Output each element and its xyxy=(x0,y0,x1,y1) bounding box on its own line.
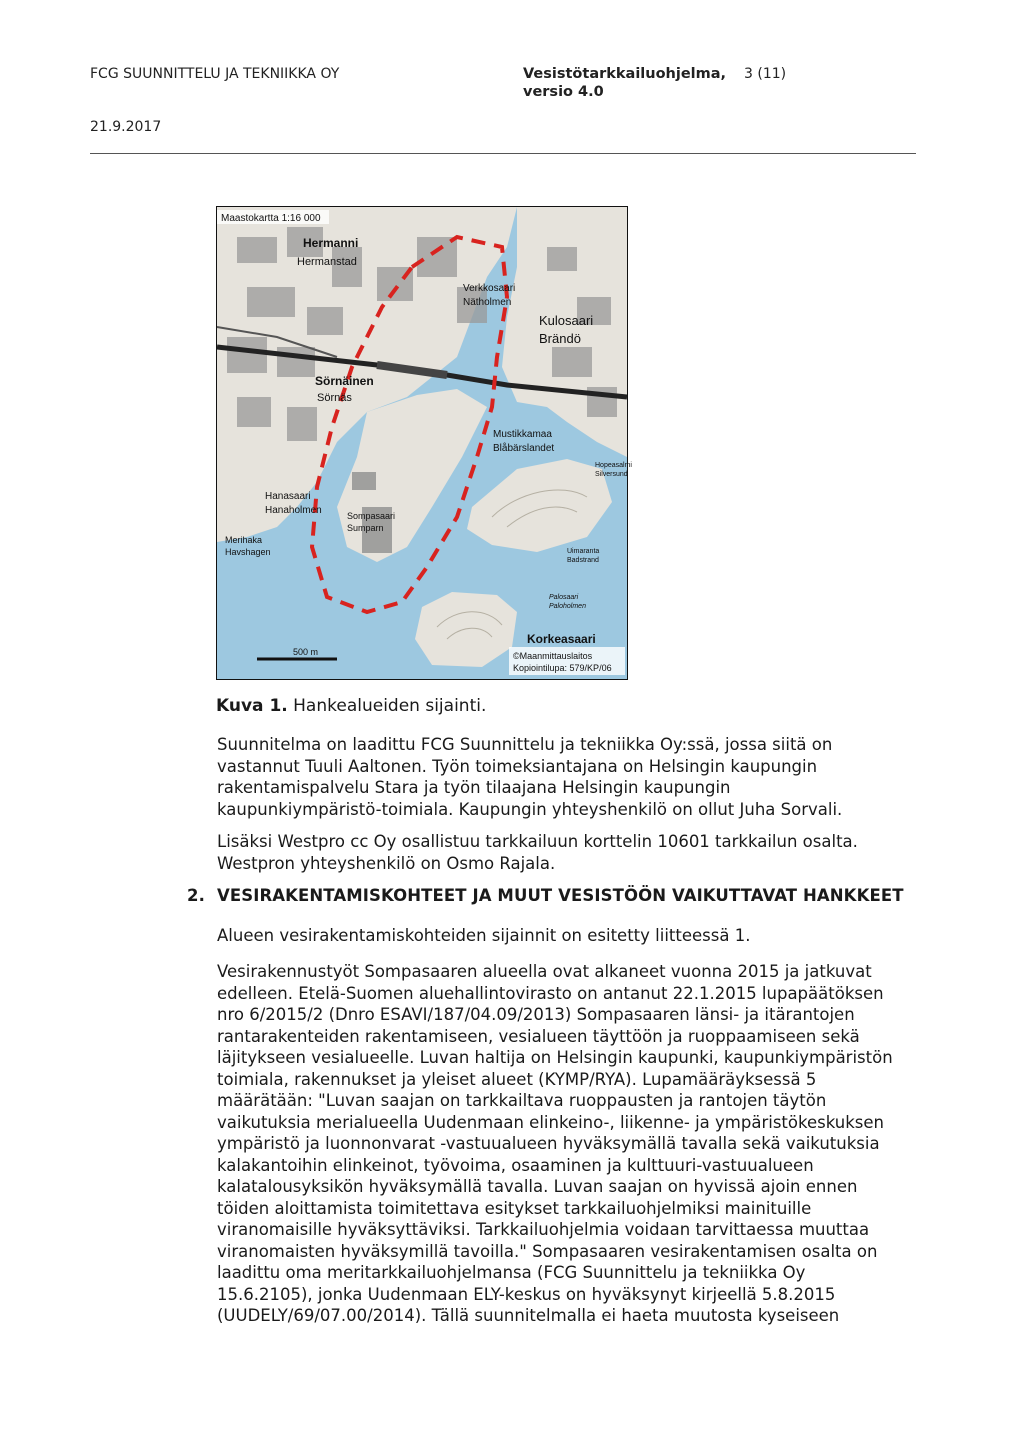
text-line: edelleen. Etelä-Suomen aluehallintovirasto on antanut 22.1.2015 lupapäätöksen xyxy=(217,983,884,1003)
text-line: viranomaisille hyväksyttäviksi. Tarkkailuohjelmia voidaan tarvittaessa muuttaa xyxy=(217,1220,870,1239)
text-line: (UUDELY/69/07.00/2014). Tällä suunnitelmalla ei haeta muutosta kyseiseen xyxy=(217,1306,840,1325)
map-survey-credit: ©Maanmittauslaitos xyxy=(513,651,593,661)
document-date: 21.9.2017 xyxy=(90,119,162,135)
text-line: rantarakenteiden rakentamiseen, vesialueen täyttöön ja ruoppaamiseen sekä xyxy=(217,1026,860,1046)
map-label-sumparn: Sumparn xyxy=(347,523,384,533)
text-line: 15.6.2105), jonka Uudenmaan ELY-keskus on hyväksynyt kirjeellä 5.8.2015 xyxy=(217,1284,836,1304)
document-version: versio 4.0 xyxy=(523,84,604,100)
map-label-palosaari: Palosaari xyxy=(549,594,579,601)
text-line: kaupunkiympäristö-toimiala. Kaupungin yhteyshenkilö on ollut Juha Sorvali. xyxy=(217,799,843,819)
map-label-korkeasaari: Korkeasaari xyxy=(527,632,596,646)
map-label-hermanstad: Hermanstad xyxy=(297,256,357,268)
text-line: viranomaisten hyväksymillä tavoilla." Sompasaaren vesirakentamisen osalta on xyxy=(217,1241,878,1261)
figure-caption-text: Hankealueiden sijainti. xyxy=(287,696,487,716)
paragraph-attachment xyxy=(217,925,907,947)
map-label-havshagen: Havshagen xyxy=(225,547,271,557)
map-label-uimaranta: Uimaranta xyxy=(567,548,600,555)
text-line: Alueen vesirakentamiskohteiden sijainnit on esitetty liitteessä 1. xyxy=(217,926,751,945)
text-line: nro 6/2015/2 (Dnro ESAVI/187/04.09/2013) Sompasaaren länsi- ja itärantojen xyxy=(217,1005,855,1024)
map-label-badstrand: Badstrand xyxy=(567,557,599,564)
figure-caption xyxy=(216,696,486,716)
page-number: 3 (11) xyxy=(744,66,787,82)
map-label-natholmen: Nätholmen xyxy=(463,297,512,308)
text-line: vastannut Tuuli Aaltonen. Työn toimeksiantajana on Helsingin kaupungin xyxy=(217,756,818,776)
map-scale-label: 500 m xyxy=(293,647,319,657)
map-label-hermanni: Hermanni xyxy=(303,236,359,250)
text-line: ympäristö ja luonnonvarat -vastuualueen hyväksymällä tavalla sekä vaikutuksia xyxy=(217,1134,880,1153)
map-label-hopeasalmi: Hopeasalmi xyxy=(595,462,632,469)
company-name: FCG SUUNNITTELU JA TEKNIIKKA OY xyxy=(90,66,340,82)
text-line: kalakantoihin elinkeinot, työvoima, osaaminen ja kulttuuri-vastuualueen xyxy=(217,1155,814,1175)
map-label-blabarslandet: Blåbärslandet xyxy=(493,443,555,454)
section-title: VESIRAKENTAMISKOHTEET JA MUUT VESISTÖÖN VAIKUTTAVAT HANKKEET xyxy=(217,886,904,905)
section-number: 2. xyxy=(187,886,205,905)
document-title: Vesistötarkkailuohjelma, xyxy=(523,66,727,82)
text-line: Suunnitelma on laadittu FCG Suunnittelu ja tekniikka Oy:ssä, jossa siitä on xyxy=(217,735,833,754)
paragraph-westpro xyxy=(217,831,907,874)
location-map xyxy=(216,206,632,680)
text-line: laadittu oma meritarkkailuohjelmansa (FCG Suunnittelu ja tekniikka Oy xyxy=(217,1263,806,1282)
text-line: Westpron yhteyshenkilö on Osmo Rajala. xyxy=(217,853,556,873)
map-label-sompasaari: Sompasaari xyxy=(347,511,396,521)
map-label-verkkosaari: Verkkosaari xyxy=(463,283,516,294)
text-line: määrätään: "Luvan saajan on tarkkailtava ruoppausten ja rantojen täytön xyxy=(217,1091,827,1110)
paragraph-responsibility xyxy=(217,734,907,820)
map-permit-number: Kopiointilupa: 579/KP/06 xyxy=(513,663,612,673)
map-label-hanaholmen: Hanaholmen xyxy=(265,505,322,516)
map-label-sornas: Sörnäs xyxy=(317,392,352,404)
figure-caption-label: Kuva 1. xyxy=(216,696,288,716)
map-label-merihaka: Merihaka xyxy=(225,535,263,545)
text-line: toimiala, rakennukset ja yleiset alueet (KYMP/RYA). Lupamääräyksessä 5 xyxy=(217,1069,817,1089)
map-label-paloholmen: Paloholmen xyxy=(549,603,586,610)
text-line: kalatalousyksikön hyväksymällä tavalla. Luvan saajan on hyvissä ajoin ennen xyxy=(217,1177,858,1196)
header-divider xyxy=(90,153,916,154)
text-line: rakentamispalvelu Stara ja työn tilaajana Helsingin kaupungin xyxy=(217,778,731,797)
text-line: vaikutuksia merialueella Uudenmaan elinkeino-, liikenne- ja ympäristökeskuksen xyxy=(217,1112,884,1132)
map-label-silversund: Silversund xyxy=(595,471,628,478)
map-label-sornainen: Sörnäinen xyxy=(315,374,374,388)
text-line: Vesirakennustyöt Sompasaaren alueella ovat alkaneet vuonna 2015 ja jatkuvat xyxy=(217,962,872,981)
text-line: läjitykseen vesialueelle. Luvan haltija on Helsingin kaupunki, kaupunkiympäristön xyxy=(217,1048,893,1067)
text-line: töiden aloittamista toimitettava esitykset tarkkailuohjelmiksi mainituille xyxy=(217,1198,812,1218)
text-line: Lisäksi Westpro cc Oy osallistuu tarkkailuun korttelin 10601 tarkkailun osalta. xyxy=(217,832,858,851)
map-label-kulosaari: Kulosaari xyxy=(539,313,594,328)
section-heading xyxy=(187,886,904,905)
map-source-label: Maastokartta 1:16 000 xyxy=(221,213,321,224)
map-label-brando: Brändö xyxy=(539,331,581,346)
map-label-hanasaari: Hanasaari xyxy=(265,491,311,502)
map-label-mustikkamaa: Mustikkamaa xyxy=(493,429,552,440)
paragraph-permit xyxy=(217,961,907,1327)
